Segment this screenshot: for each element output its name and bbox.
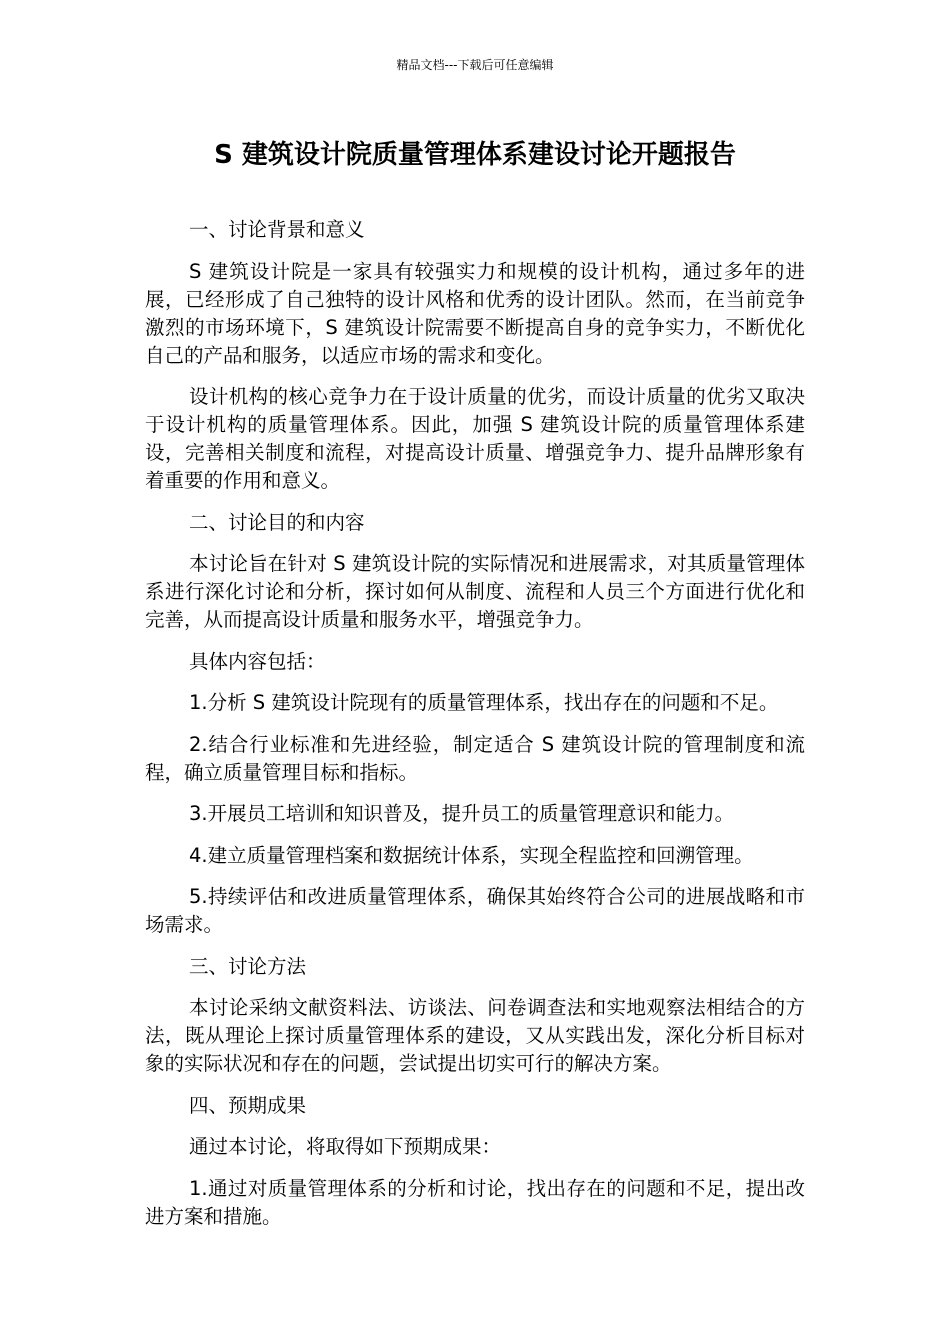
section-heading-purpose: 二、讨论目的和内容 [189,510,365,534]
list-item: 1.分析 S 建筑设计院现有的质量管理体系，找出存在的问题和不足。 [189,691,779,714]
document-title: S 建筑设计院质量管理体系建设讨论开题报告 [214,140,736,170]
list-item: 5.持续评估和改进质量管理体系，确保其始终符合公司的进展战略和市场需求。 [145,885,805,936]
paragraph: 通过本讨论，将取得如下预期成果： [189,1135,502,1158]
list-item: 1.通过对质量管理体系的分析和讨论，找出存在的问题和不足，提出改进方案和措施。 [145,1176,805,1228]
paragraph: 具体内容包括： [189,649,326,673]
paragraph: 设计机构的核心竞争力在于设计质量的优劣，而设计质量的优劣又取决于设计机构的质量管理体系。因此，加强 S 建筑设计院的质量管理体系建设，完善相关制度和流程，对提高设计质量、增强竞争力、提升品牌形象有着重要的作用和意义。 [145,385,805,492]
list-item: 3.开展员工培训和知识普及，提升员工的质量管理意识和能力。 [189,802,735,825]
section-heading-methods: 三、讨论方法 [189,954,307,978]
paragraph: 本讨论旨在针对 S 建筑设计院的实际情况和进展需求，对其质量管理体系进行深化讨论和分析，探讨如何从制度、流程和人员三个方面进行优化和完善，从而提高设计质量和服务水平，增强竞争力。 [145,552,805,631]
section-heading-outcomes: 四、预期成果 [189,1093,307,1117]
paragraph: S 建筑设计院是一家具有较强实力和规模的设计机构，通过多年的进展，已经形成了自己独特的设计风格和优秀的设计团队。然而，在当前竞争激烈的市场环境下，S 建筑设计院需要不断提高自身的竞争实力，不断优化自己的产品和服务，以适应市场的需求和变化。 [145,259,805,367]
paragraph: 本讨论采纳文献资料法、访谈法、问卷调查法和实地观察法相结合的方法，既从理论上探讨质量管理体系的建设，又从实践出发，深化分析目标对象的实际状况和存在的问题，尝试提出切实可行的解决方案。 [145,996,805,1075]
list-item: 4.建立质量管理档案和数据统计体系，实现全程监控和回溯管理。 [189,843,754,867]
section-heading-background: 一、讨论背景和意义 [189,218,365,241]
document-body [145,216,805,1244]
list-item: 2.结合行业标准和先进经验，制定适合 S 建筑设计院的管理制度和流程，确立质量管理目标和指标。 [145,732,805,784]
header-note: 精品文档---下载后可任意编辑 [396,58,554,72]
